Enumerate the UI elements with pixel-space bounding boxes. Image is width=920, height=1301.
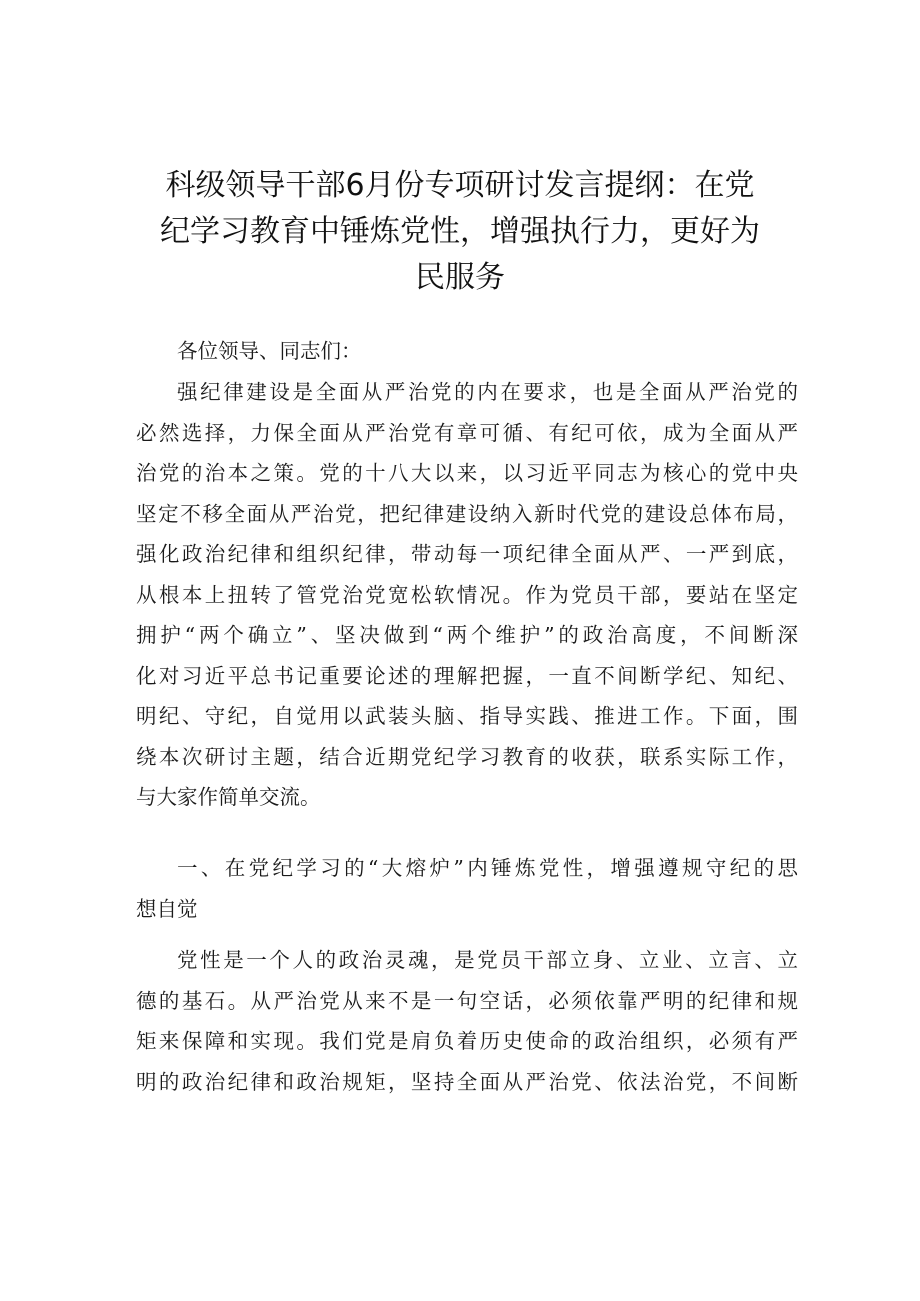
document-title	[130, 163, 790, 301]
paragraph-line: 拥护“两个确立”、坚决做到“两个维护”的政治高度，不间断深	[136, 623, 798, 647]
heading-line: 想自觉	[136, 896, 198, 921]
paragraph-line: 德的基石。从严治党从来不是一句空话，必须依靠严明的纪律和规	[136, 988, 798, 1013]
title-line: 纪学习教育中锤炼党性，增强执行力，更好为	[160, 214, 760, 249]
paragraph-line: 从根本上扭转了管党治党宽松软情况。作为党员干部，要站在坚定	[136, 582, 798, 607]
title-line: 民服务	[415, 260, 505, 295]
paragraph-line: 党性是一个人的政治灵魂，是党员干部立身、立业、立言、立	[177, 948, 798, 972]
paragraph-line: 绕本次研讨主题，结合近期党纪学习教育的收获，联系实际工作，	[136, 744, 798, 769]
paragraph-line: 矩来保障和实现。我们党是肩负着历史使命的政治组织，必须有严	[136, 1029, 798, 1053]
paragraph-line: 强纪律建设是全面从严治党的内在要求，也是全面从严治党的	[177, 380, 798, 404]
title-line: 科级领导干部6月份专项研讨发言提纲：在党	[165, 168, 755, 203]
greeting-text: 各位领导、同志们：	[177, 339, 362, 363]
paragraph-party-spirit	[136, 940, 798, 1102]
paragraph-line: 化对习近平总书记重要论述的理解把握，一直不间断学纪、知纪、	[136, 663, 798, 688]
paragraph-line: 明的政治纪律和政治规矩，坚持全面从严治党、依法治党，不间断	[136, 1069, 798, 1094]
greeting	[136, 331, 798, 372]
paragraph-line: 必然选择，力保全面从严治党有章可循、有纪可依，成为全面从严	[136, 420, 798, 445]
heading-line: 一、在党纪学习的“大熔炉”内锤炼党性，增强遵规守纪的思	[177, 856, 798, 880]
paragraph-line: 坚定不移全面从严治党，把纪律建设纳入新时代党的建设总体布局，	[136, 501, 798, 526]
section-heading-1	[136, 848, 798, 929]
paragraph-line: 强化政治纪律和组织纪律，带动每一项纪律全面从严、一严到底，	[136, 542, 798, 566]
paragraph-line: 明纪、守纪，自觉用以武装头脑、指导实践、推进工作。下面，围	[136, 704, 798, 728]
paragraph-intro	[136, 372, 798, 818]
paragraph-line: 与大家作简单交流。	[136, 785, 321, 809]
paragraph-line: 治党的治本之策。党的十八大以来，以习近平同志为核心的党中央	[136, 461, 798, 485]
